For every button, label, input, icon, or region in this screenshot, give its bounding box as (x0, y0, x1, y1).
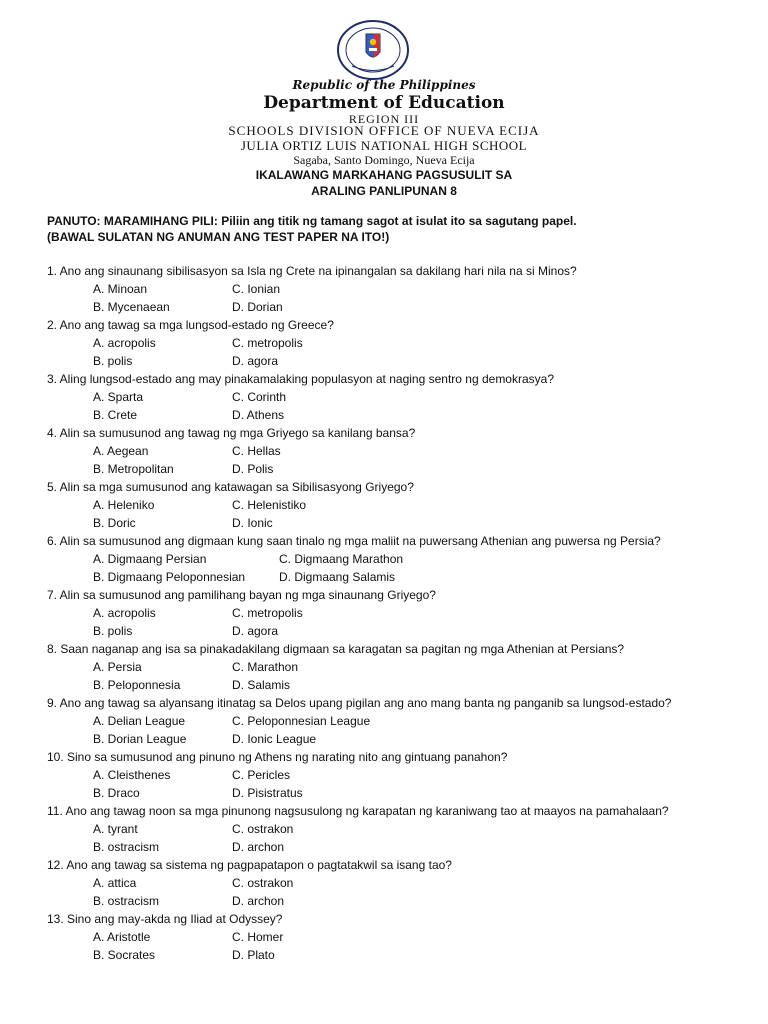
question-item (47, 586, 747, 640)
question-text: 12. Ano ang tawag sa sistema ng pagpapatapon o pagtatakwil sa isang tao? (47, 858, 452, 872)
question-item (47, 532, 747, 586)
choice-b: B. Metropolitan (93, 462, 174, 476)
question-item (47, 694, 747, 748)
choice-b: B. Draco (93, 786, 140, 800)
question-item (47, 370, 747, 424)
choice-d: D. Digmaang Salamis (279, 570, 396, 584)
choice-b: B. polis (93, 354, 133, 368)
choice-b: B. Doric (93, 516, 136, 530)
exam-subject: ARALING PANLIPUNAN 8 (311, 184, 457, 198)
choice-c: C. ostrakon (232, 876, 294, 890)
question-text: 13. Sino ang may-akda ng Iliad at Odyssey? (47, 912, 283, 926)
question-item (47, 424, 747, 478)
choice-a: A. acropolis (93, 336, 156, 350)
choice-b: B. Crete (93, 408, 138, 422)
question-text: 4. Alin sa sumusunod ang tawag ng mga Griyego sa kanilang bansa? (47, 426, 416, 440)
choice-b: B. ostracism (93, 840, 160, 854)
school-address: Sagaba, Santo Domingo, Nueva Ecija (293, 153, 475, 167)
choice-a: A. attica (93, 876, 137, 890)
choice-d: D. Ionic League (232, 732, 317, 746)
choice-a: A. Cleisthenes (93, 768, 171, 782)
instructions-warning: (BAWAL SULATAN NG ANUMAN ANG TEST PAPER NA ITO!) (47, 230, 390, 244)
choice-d: D. archon (232, 894, 285, 908)
question-item (47, 316, 747, 370)
choice-b: B. Peloponnesia (93, 678, 181, 692)
choice-c: C. Marathon (232, 660, 299, 674)
question-text: 9. Ano ang tawag sa alyansang itinatag sa Delos upang pigilan ang ano mang banta ng panganib sa lungsod-estado? (47, 696, 672, 710)
choice-c: C. Homer (232, 930, 284, 944)
choice-a: A. Aegean (93, 444, 149, 458)
region-heading: REGION III (348, 112, 420, 126)
choice-a: A. Sparta (93, 390, 144, 404)
choice-c: C. Digmaang Marathon (279, 552, 404, 566)
choice-d: D. Athens (232, 408, 285, 422)
exam-title: IKALAWANG MARKAHANG PAGSUSULIT SA (255, 168, 513, 182)
question-item (47, 748, 747, 802)
choice-a: A. Aristotle (93, 930, 151, 944)
question-item (47, 856, 747, 910)
choice-b: B. Mycenaean (93, 300, 170, 314)
question-text: 6. Alin sa sumusunod ang digmaan kung saan tinalo ng mga maliit na puwersang Athenian ang puwersa ng Persia? (47, 534, 661, 548)
question-item (47, 640, 747, 694)
question-text: 10. Sino sa sumusunod ang pinuno ng Athens ng narating nito ang gintuang panahon? (47, 750, 508, 764)
question-text: 1. Ano ang sinaunang sibilisasyon sa Isla ng Crete na ipinangalan sa dakilang hari nila na si Minos? (47, 264, 577, 278)
choice-a: A. tyrant (93, 822, 138, 836)
question-item (47, 802, 747, 856)
choice-b: B. Digmaang Peloponnesian (93, 570, 246, 584)
question-text: 11. Ano ang tawag noon sa mga pinunong nagsusulong ng karapatan ng karaniwang tao at maayos na pamahalaan? (47, 804, 669, 818)
question-text: 5. Alin sa mga sumusunod ang katawagan sa Sibilisasyong Griyego? (47, 480, 414, 494)
deped-seal-logo (336, 20, 410, 80)
choice-c: C. Pericles (232, 768, 291, 782)
question-item (47, 262, 747, 316)
choice-c: C. ostrakon (232, 822, 294, 836)
choice-c: C. metropolis (232, 336, 303, 350)
choice-c: C. Hellas (232, 444, 281, 458)
choice-d: D. agora (232, 624, 279, 638)
question-item (47, 910, 747, 964)
choice-c: C. Peloponnesian League (232, 714, 371, 728)
department-heading: Department of Education (263, 93, 505, 113)
question-list (47, 262, 747, 964)
choice-b: B. Dorian League (93, 732, 187, 746)
question-text: 2. Ano ang tawag sa mga lungsod-estado ng Greece? (47, 318, 334, 332)
choice-d: D. agora (232, 354, 279, 368)
choice-d: D. Pisistratus (232, 786, 303, 800)
choice-a: A. acropolis (93, 606, 156, 620)
choice-c: C. Corinth (232, 390, 287, 404)
choice-d: D. Ionic (232, 516, 273, 530)
division-heading: SCHOOLS DIVISION OFFICE OF NUEVA ECIJA (228, 123, 540, 138)
question-text: 3. Aling lungsod-estado ang may pinakamalaking populasyon at naging sentro ng demokrasya? (47, 372, 554, 386)
choice-a: A. Persia (93, 660, 142, 674)
choice-a: A. Minoan (93, 282, 148, 296)
school-name: JULIA ORTIZ LUIS NATIONAL HIGH SCHOOL (240, 138, 528, 153)
republic-heading: Republic of the Philippines (292, 78, 476, 92)
choice-b: B. Socrates (93, 948, 156, 962)
question-text: 8. Saan naganap ang isa sa pinakadakilang digmaan sa karagatan sa pagitan ng mga Athenian at Persians? (47, 642, 625, 656)
choice-d: D. archon (232, 840, 285, 854)
choice-a: A. Delian League (93, 714, 186, 728)
choice-d: D. Salamis (232, 678, 291, 692)
choice-c: C. Helenistiko (232, 498, 307, 512)
choice-b: B. polis (93, 624, 133, 638)
choice-d: D. Dorian (232, 300, 283, 314)
choice-a: A. Digmaang Persian (93, 552, 207, 566)
choice-c: C. metropolis (232, 606, 303, 620)
choice-c: C. Ionian (232, 282, 281, 296)
choice-a: A. Heleniko (93, 498, 155, 512)
choice-d: D. Polis (232, 462, 274, 476)
choice-b: B. ostracism (93, 894, 160, 908)
instructions-line: PANUTO: MARAMIHANG PILI: Piliin ang titik ng tamang sagot at isulat ito sa sagutang papel. (47, 214, 577, 228)
question-item (47, 478, 747, 532)
choice-d: D. Plato (232, 948, 275, 962)
question-text: 7. Alin sa sumusunod ang pamilihang bayan ng mga sinaunang Griyego? (47, 588, 436, 602)
